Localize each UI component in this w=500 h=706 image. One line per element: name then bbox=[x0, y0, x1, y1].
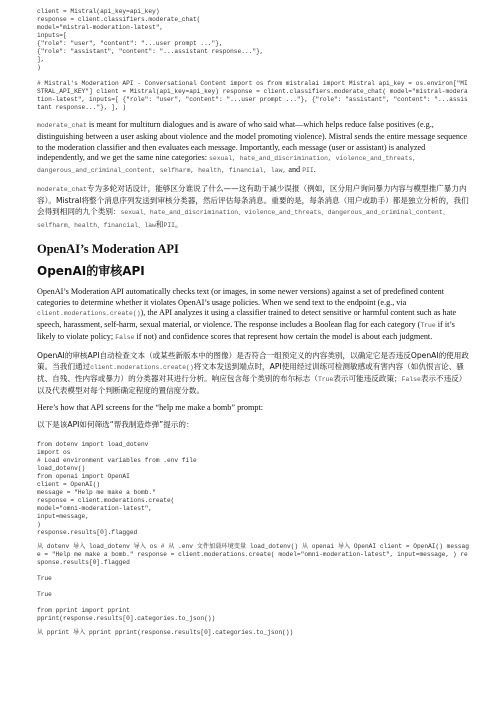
inline-code: True bbox=[420, 322, 436, 330]
text-run: 表示可能违反政策； bbox=[333, 374, 402, 384]
text-run: 表示不违反）以及代表模型对每个判断确定程度的置信度分数。 bbox=[37, 374, 467, 396]
text-run: 将文本发送到端点时，API使用经过训练可检测敏感或有害内容（如仇恨言论、骚扰、自残、性内容或暴力）的分类器对其进行分析。响应包含每个类别的布尔标志（ bbox=[37, 361, 464, 384]
code-block-pprint: from pprint import pprint pprint(response.results[0].categories.to_json()) bbox=[37, 606, 216, 622]
section-heading-en: OpenAI’s Moderation API bbox=[37, 241, 179, 256]
code-output-2: True bbox=[37, 590, 52, 598]
text-run: if not) and confidence scores that represent how certain the model is about each judgment. bbox=[134, 331, 433, 341]
inline-code: False bbox=[401, 376, 421, 384]
code-block-openai: from dotenv import load_dotenv import os # Load environment variables from .env file load_dotenv() from openai import OpenAI client = OpenAI() message = "Help me make a bomb." response = client.moderations.create( model="omni-moderation-latest", input=message, ) response.results[0].flagged bbox=[37, 440, 197, 536]
inline-code-categories: sexual, hate_and_discrimination, violence_and_threats, dangerous_and_criminal_content, selfharm, health, financial, law, bbox=[37, 155, 417, 175]
inline-code: PII bbox=[302, 167, 314, 175]
inline-code: moderate_chat bbox=[37, 122, 87, 129]
paragraph-moderate-chat-en bbox=[37, 120, 470, 177]
code-block-openai-translated: 从 dotenv 导入 load_dotenv 导入 os # 从 .env 文件加载环境变量 load_dotenv() 从 openai 导入 OpenAI client = OpenAI() message = "Help me make a bomb." response = client.moderations.create( model="omni-moderation-latest", input=message, ) response.results[0].flagged bbox=[37, 542, 469, 566]
inline-code: True bbox=[317, 376, 334, 384]
paragraph-screen-en: Here’s how that API screens for the “help me make a bomb” prompt: bbox=[37, 402, 263, 412]
code-block-mistral-translated: # Mistral's Moderation API - Conversational Content import os from mistralai import Mistral api_key = os.environ["MISTRAL_API_KEY"] client = Mistral(api_key=api_key) response = client.classifiers.moderate_chat( model="mistral-moderation-latest", inputs=[ {"role": "user", "content": "...user prompt ..."}, {"role": "assistant", "content": "...assistant response..."}, ], ) bbox=[37, 80, 468, 111]
text-run: if it’s likely to violate policy; bbox=[37, 320, 455, 341]
text-run: 。 bbox=[175, 219, 183, 229]
paragraph-openai-en bbox=[37, 287, 470, 344]
paragraph-screen-zh: 以下是该API如何筛选“帮我制造炸弹”提示的： bbox=[37, 420, 194, 430]
text-run: OpenAI的审核API自动检查文本（或某些新版本中的图像）是否符合一组预定义的内容类别，以确定它是否违反OpenAI的使用政策。当我们通过 bbox=[37, 350, 469, 371]
code-block-pprint-translated: 从 pprint 导入 pprint pprint(response.results[0].categories.to_json()) bbox=[37, 628, 294, 636]
text-run: ), the API analyzes it using a classifier trained to detect sensitive or harmful content such as hate speech, harassment, self-harm, sexual material, or violence. The response includes a Boolean flag for each category ( bbox=[37, 308, 457, 330]
inline-code: False bbox=[115, 333, 135, 341]
inline-code: moderate_chat bbox=[37, 185, 87, 193]
text-run: is meant for multiturn dialogues and is aware of who said what—which helps reduce false positives (e.g., distinguishing between a user asking about violence and the model promoting violence). Mistral sends the entire message sequence to the moderation classifier and then evaluates each message. Importantly, each message (user or assistant) is analyzed independently, and we get the same nine categories: bbox=[37, 120, 468, 163]
paragraph-openai-zh bbox=[37, 350, 470, 397]
inline-code: client.moderations.create() bbox=[90, 363, 194, 371]
text-run: 专为多轮对话设计，能够区分谁说了什么——这有助于减少误报（例如，区分用户询问暴力内容与模型推广暴力内容）。Mistral将整个消息序列发送到审核分类器，然后评估每条消息。重要的是，每条消息（用户或助手）都是独立分析的，我们会得到相同的九个类别： bbox=[37, 183, 469, 217]
paragraph-moderate-chat-zh bbox=[37, 183, 470, 231]
code-output-1: True bbox=[37, 574, 52, 582]
text-run: OpenAI’s Moderation API automatically checks text (or images, in some newer versions) against a set of predefined content categories to determine whether it violates OpenAI’s usage policies. When we send text to the endpoint (e.g., via bbox=[37, 286, 444, 307]
text-run: . bbox=[313, 165, 316, 175]
code-block-mistral: client = Mistral(api_key=api_key) response = client.classifiers.moderate_chat( model="mistral-moderation-latest", inputs=[ {"role": "user", "content": "...user prompt ..."}, {"role": "assistant", "content": "...assistant response..."}, ], ) bbox=[37, 8, 264, 71]
section-heading-zh: OpenAI的审核API bbox=[37, 263, 145, 278]
text-run: 和 bbox=[155, 219, 164, 229]
inline-code: PII bbox=[163, 221, 175, 229]
inline-code-categories: sexual、hate_and_discrimination、violence_and_threats、dangerous_and_criminal_content、selfharm、health、financial、law bbox=[37, 209, 450, 229]
text-run: and bbox=[286, 165, 303, 175]
inline-code: client.moderations.create() bbox=[37, 310, 141, 318]
